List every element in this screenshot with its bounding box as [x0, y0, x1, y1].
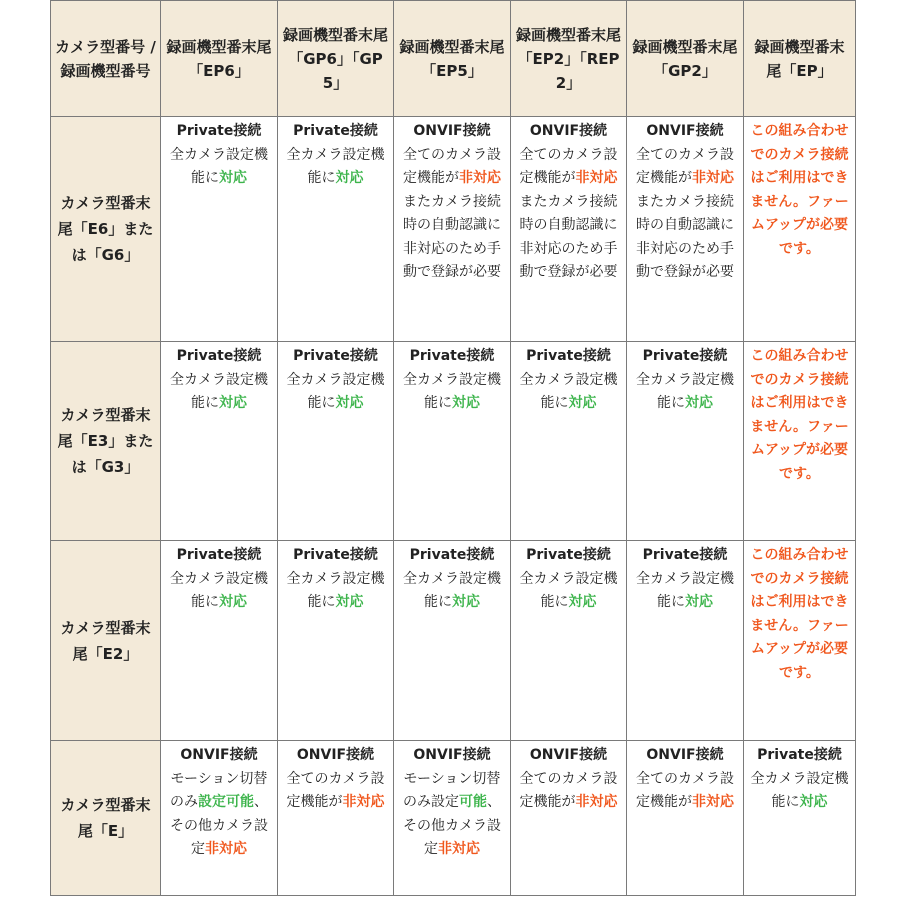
cell-accent: 非対応	[692, 170, 734, 186]
cell-accent: 非対応	[575, 794, 618, 810]
row-header: カメラ型番末尾「E」	[51, 741, 161, 896]
cell-title: Private接続	[409, 547, 495, 563]
cell-body	[748, 768, 851, 815]
cell-body	[398, 768, 506, 862]
header-row	[51, 1, 856, 117]
table-cell	[627, 117, 744, 342]
cell-title: Private接続	[176, 348, 262, 364]
cell-text: 全てのカメラ設定機能が	[636, 146, 734, 186]
cell-accent: 対応	[452, 395, 480, 411]
cell-accent: 可能	[459, 794, 487, 810]
cell-text: 全カメラ設定機能に	[636, 371, 734, 411]
cell-body	[631, 369, 739, 416]
table-cell	[278, 741, 394, 896]
cell-body	[282, 568, 389, 615]
cell-text: 全カメラ設定機能に	[170, 146, 268, 186]
table-cell	[278, 117, 394, 342]
table-cell	[744, 342, 856, 541]
cell-accent: 非対応	[438, 841, 480, 857]
cell-accent: 非対応	[205, 841, 247, 857]
cell-text: 全カメラ設定機能に	[403, 371, 501, 411]
cell-title: ONVIF接続	[180, 747, 258, 763]
table-cell	[278, 342, 394, 541]
compatibility-table-container	[50, 0, 855, 896]
cell-title: ONVIF接続	[646, 747, 724, 763]
cell-body	[515, 144, 622, 191]
cell-accent: 対応	[335, 594, 364, 610]
cell-note: またカメラ接続時の自動認識に非対応のため手動で登録が必要	[403, 193, 501, 280]
cell-accent: 対応	[219, 395, 247, 411]
cell-text: 全カメラ設定機能に	[170, 570, 268, 610]
table-cell	[744, 117, 856, 342]
cell-body	[398, 568, 506, 615]
cell-warning: この組み合わせでのカメラ接続はご利用はできません。ファームアップが必要です。	[750, 547, 849, 681]
cell-title: Private接続	[293, 123, 378, 139]
cell-text: 全てのカメラ設定機能が	[519, 770, 618, 810]
cell-accent: 設定可能	[198, 794, 254, 810]
row-e3-g3	[51, 342, 856, 541]
table-cell	[511, 541, 627, 741]
cell-accent: 非対応	[692, 794, 734, 810]
cell-accent: 対応	[799, 794, 828, 810]
cell-body	[515, 568, 622, 615]
cell-title: ONVIF接続	[646, 123, 724, 139]
cell-body	[165, 568, 273, 615]
table-cell	[511, 117, 627, 342]
cell-accent: 非対応	[575, 170, 618, 186]
cell-title: Private接続	[176, 123, 262, 139]
cell-text: 、その他カメラ設定	[403, 794, 501, 857]
table-cell	[394, 741, 511, 896]
column-header-gp6-gp5: 録画機型番末尾「GP6」「GP5」	[278, 1, 394, 117]
table-cell	[161, 342, 278, 541]
table-cell	[394, 117, 511, 342]
cell-title: ONVIF接続	[529, 747, 608, 763]
cell-body	[398, 369, 506, 416]
table-cell	[161, 117, 278, 342]
cell-accent: 対応	[568, 594, 597, 610]
cell-title: ONVIF接続	[296, 747, 375, 763]
cell-body	[398, 144, 506, 191]
cell-accent: 対応	[685, 395, 713, 411]
row-header: カメラ型番末尾「E2」	[51, 541, 161, 741]
cell-text: 全てのカメラ設定機能が	[519, 146, 618, 186]
cell-text: 全カメラ設定機能に	[403, 570, 501, 610]
cell-accent: 対応	[219, 594, 247, 610]
cell-title: Private接続	[757, 747, 842, 763]
cell-title: Private接続	[642, 348, 728, 364]
cell-body	[282, 144, 389, 191]
cell-title: Private接続	[293, 547, 378, 563]
cell-text: 、その他カメラ設定	[170, 794, 268, 857]
cell-text: 全てのカメラ設定機能が	[636, 770, 734, 810]
cell-text: 全カメラ設定機能に	[286, 570, 385, 610]
cell-text: モーション切替のみ設定	[403, 770, 501, 810]
row-header: カメラ型番末尾「E3」または「G3」	[51, 342, 161, 541]
table-cell	[627, 541, 744, 741]
table-cell	[744, 541, 856, 741]
cell-accent: 対応	[685, 594, 713, 610]
table-cell	[511, 342, 627, 541]
cell-title: Private接続	[293, 348, 378, 364]
column-header-ep6: 録画機型番末尾「EP6」	[161, 1, 278, 117]
cell-body	[165, 768, 273, 862]
cell-text: 全てのカメラ設定機能が	[403, 146, 501, 186]
cell-title: Private接続	[526, 348, 611, 364]
row-header: カメラ型番末尾「E6」または「G6」	[51, 117, 161, 342]
cell-title: Private接続	[642, 547, 728, 563]
cell-body	[515, 369, 622, 416]
cell-warning: この組み合わせでのカメラ接続はご利用はできません。ファームアップが必要です。	[750, 348, 849, 482]
cell-title: Private接続	[409, 348, 495, 364]
cell-accent: 対応	[568, 395, 597, 411]
row-e2	[51, 541, 856, 741]
cell-accent: 対応	[452, 594, 480, 610]
cell-body	[282, 768, 389, 815]
cell-text: 全カメラ設定機能に	[519, 371, 618, 411]
cell-accent: 対応	[335, 170, 364, 186]
column-header-ep: 録画機型番末尾「EP」	[744, 1, 856, 117]
table-cell	[744, 741, 856, 896]
table-cell	[278, 541, 394, 741]
row-e	[51, 741, 856, 896]
cell-title: ONVIF接続	[529, 123, 608, 139]
cell-accent: 対応	[335, 395, 364, 411]
cell-body	[165, 144, 273, 191]
corner-header: カメラ型番号 / 録画機型番号	[51, 1, 161, 117]
cell-title: ONVIF接続	[413, 123, 491, 139]
cell-body	[631, 768, 739, 815]
table-cell	[627, 741, 744, 896]
compatibility-table	[50, 0, 856, 896]
cell-accent: 非対応	[459, 170, 501, 186]
cell-warning: この組み合わせでのカメラ接続はご利用はできません。ファームアップが必要です。	[750, 123, 849, 257]
cell-body	[631, 568, 739, 615]
cell-body	[165, 369, 273, 416]
column-header-ep5: 録画機型番末尾「EP5」	[394, 1, 511, 117]
cell-title: ONVIF接続	[413, 747, 491, 763]
cell-title: Private接続	[176, 547, 262, 563]
cell-title: Private接続	[526, 547, 611, 563]
cell-text: 全カメラ設定機能に	[750, 770, 849, 810]
cell-text: 全カメラ設定機能に	[636, 570, 734, 610]
cell-note: またカメラ接続時の自動認識に非対応のため手動で登録が必要	[519, 193, 618, 280]
cell-text: 全カメラ設定機能に	[519, 570, 618, 610]
cell-accent: 非対応	[342, 794, 385, 810]
table-cell	[161, 741, 278, 896]
cell-text: モーション切替のみ	[170, 770, 268, 810]
table-cell	[511, 741, 627, 896]
cell-body	[631, 144, 739, 191]
column-header-gp2: 録画機型番末尾「GP2」	[627, 1, 744, 117]
cell-text: 全カメラ設定機能に	[286, 146, 385, 186]
cell-body	[282, 369, 389, 416]
table-cell	[394, 541, 511, 741]
cell-text: 全カメラ設定機能に	[170, 371, 268, 411]
cell-text: 全てのカメラ設定機能が	[286, 770, 385, 810]
cell-body	[515, 768, 622, 815]
cell-accent: 対応	[219, 170, 247, 186]
table-cell	[161, 541, 278, 741]
row-e6-g6	[51, 117, 856, 342]
cell-note: またカメラ接続時の自動認識に非対応のため手動で登録が必要	[636, 193, 734, 280]
table-cell	[627, 342, 744, 541]
table-cell	[394, 342, 511, 541]
cell-text: 全カメラ設定機能に	[286, 371, 385, 411]
column-header-ep2-rep2: 録画機型番末尾「EP2」「REP2」	[511, 1, 627, 117]
